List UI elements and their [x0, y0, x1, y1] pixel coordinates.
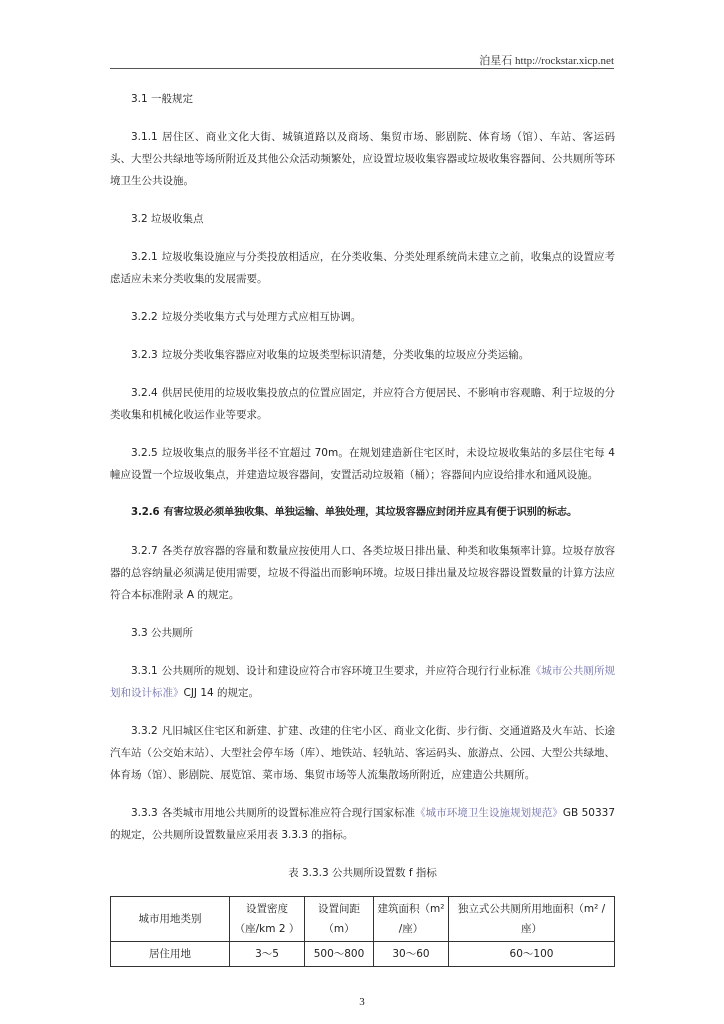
clause-text: 供居民使用的垃圾收集投放点的位置应固定，并应符合方便居民、不影响市容观瞻、利于垃圾的分类收集和机械化收运作业等要求。	[110, 387, 615, 421]
clause-3-2-2	[110, 306, 615, 328]
table-cell: 500～800	[305, 942, 374, 967]
clause-number: 3.2.4	[131, 387, 158, 399]
clause-number: 3.2.5	[131, 447, 158, 459]
section-heading-3-1: 3.1 一般规定	[131, 93, 194, 105]
header-cell-density: 设置密度（座/km 2 ）	[230, 897, 305, 942]
table-cell: 居住用地	[111, 942, 230, 967]
clause-text-tail: CJJ 14 的规定。	[183, 687, 260, 699]
clause-3-3-3	[110, 802, 615, 846]
toilet-index-table	[110, 896, 615, 967]
standard-link[interactable]: 《城市公共厕所规划和设计标准》	[110, 665, 616, 699]
table-row	[111, 942, 615, 967]
clause-3-2-6	[110, 502, 615, 524]
clause-3-2-1	[110, 246, 615, 290]
clause-3-2-5	[110, 442, 615, 486]
table-caption: 表 3.3.3 公共厕所设置数 f 指标	[288, 867, 437, 879]
header-cell-spacing: 设置间距（m）	[305, 897, 374, 942]
clause-text: 居住区、商业文化大街、城镇道路以及商场、集贸市场、影剧院、体育场（馆）、车站、客运码头、大型公共绿地等场所附近及其他公众活动频繁处，应设置垃圾收集容器或垃圾收集容器间、公共厕所等环境卫生公共设施。	[110, 131, 615, 187]
clause-number: 3.3.2	[131, 725, 158, 737]
clause-text: 公共厕所的规划、设计和建设应符合市容环境卫生要求，并应符合现行行业标准	[161, 665, 531, 677]
clause-3-2-7	[110, 540, 615, 606]
clause-text: 垃圾分类收集容器应对收集的垃圾类型标识清楚，分类收集的垃圾应分类运输。	[161, 349, 530, 361]
clause-number: 3.2.1	[131, 251, 158, 263]
clause-number: 3.2.6	[131, 507, 160, 518]
header-cell-land-type: 城市用地类别	[111, 897, 230, 942]
clause-3-3-1	[110, 660, 615, 704]
clause-number: 3.2.2	[131, 311, 158, 323]
clause-number: 3.2.3	[131, 349, 158, 361]
clause-text: 有害垃圾必须单独收集、单独运输、单独处理，其垃圾容器应封闭并应具有便于识别的标志。	[163, 507, 578, 518]
clause-text: 垃圾收集设施应与分类投放相适应，在分类收集、分类处理系统尚未建立之前，收集点的设置应考虑适应未来分类收集的发展需要。	[110, 251, 615, 285]
clause-3-2-3	[110, 344, 615, 366]
clause-text: 各类存放容器的容量和数量应按使用人口、各类垃圾日排出量、种类和收集频率计算。垃圾存放容器的总容纳量必须满足使用需要，垃圾不得溢出而影响环境。垃圾日排出量及垃圾容器设置数量的计算方法应符合本标准附录 A 的规定。	[110, 545, 615, 601]
clause-text: 垃圾收集点的服务半径不宜超过 70m。在规划建造新住宅区时，未设垃圾收集站的多层住宅每 4 幢应设置一个垃圾收集点，并建造垃圾容器间，安置活动垃圾箱（桶）；容器间内应设给排水和通风设施。	[110, 447, 615, 481]
clause-text: 垃圾分类收集方式与处理方式应相互协调。	[161, 311, 362, 323]
page-header: 泊星石 http://rockstar.xicp.net	[479, 55, 614, 67]
clause-text: 各类城市用地公共厕所的设置标准应符合现行国家标准	[161, 807, 416, 819]
table-cell: 60～100	[449, 942, 615, 967]
clause-text-tail: GB 50337 的规定，公共厕所设置数量应采用表 3.3.3 的指标。	[110, 807, 615, 841]
section-heading-3-2: 3.2 垃圾收集点	[131, 213, 204, 225]
table-cell: 3～5	[230, 942, 305, 967]
clause-number: 3.3.1	[131, 665, 158, 677]
standard-link[interactable]: 《城市环境卫生设施规划规范》	[415, 807, 563, 819]
clause-text: 凡旧城区住宅区和新建、扩建、改建的住宅小区、商业文化街、步行街、交通道路及火车站、长途汽车站（公交始末站）、大型社会停车场（库）、地铁站、轻轨站、客运码头、旅游点、公园、大型公共绿地、体育场（馆）、影剧院、展览馆、菜市场、集贸市场等人流集散场所附近，应建造公共厕所。	[110, 725, 615, 781]
clause-number: 3.1.1	[131, 131, 158, 143]
header-cell-land-area: 独立式公共厕所用地面积（m² / 座）	[449, 897, 615, 942]
header-cell-floor-area: 建筑面积（m² /座）	[374, 897, 449, 942]
clause-3-2-4	[110, 382, 615, 426]
clause-number: 3.3.3	[131, 807, 158, 819]
header-divider	[110, 68, 614, 69]
section-heading-3-3: 3.3 公共厕所	[131, 627, 194, 639]
clause-3-3-2	[110, 720, 615, 786]
table-cell: 30～60	[374, 942, 449, 967]
clause-number: 3.2.7	[131, 545, 158, 557]
clause-3-1-1	[110, 126, 615, 192]
document-body	[110, 88, 615, 967]
table-header-row	[111, 897, 615, 942]
page-number: 3	[359, 996, 365, 1008]
